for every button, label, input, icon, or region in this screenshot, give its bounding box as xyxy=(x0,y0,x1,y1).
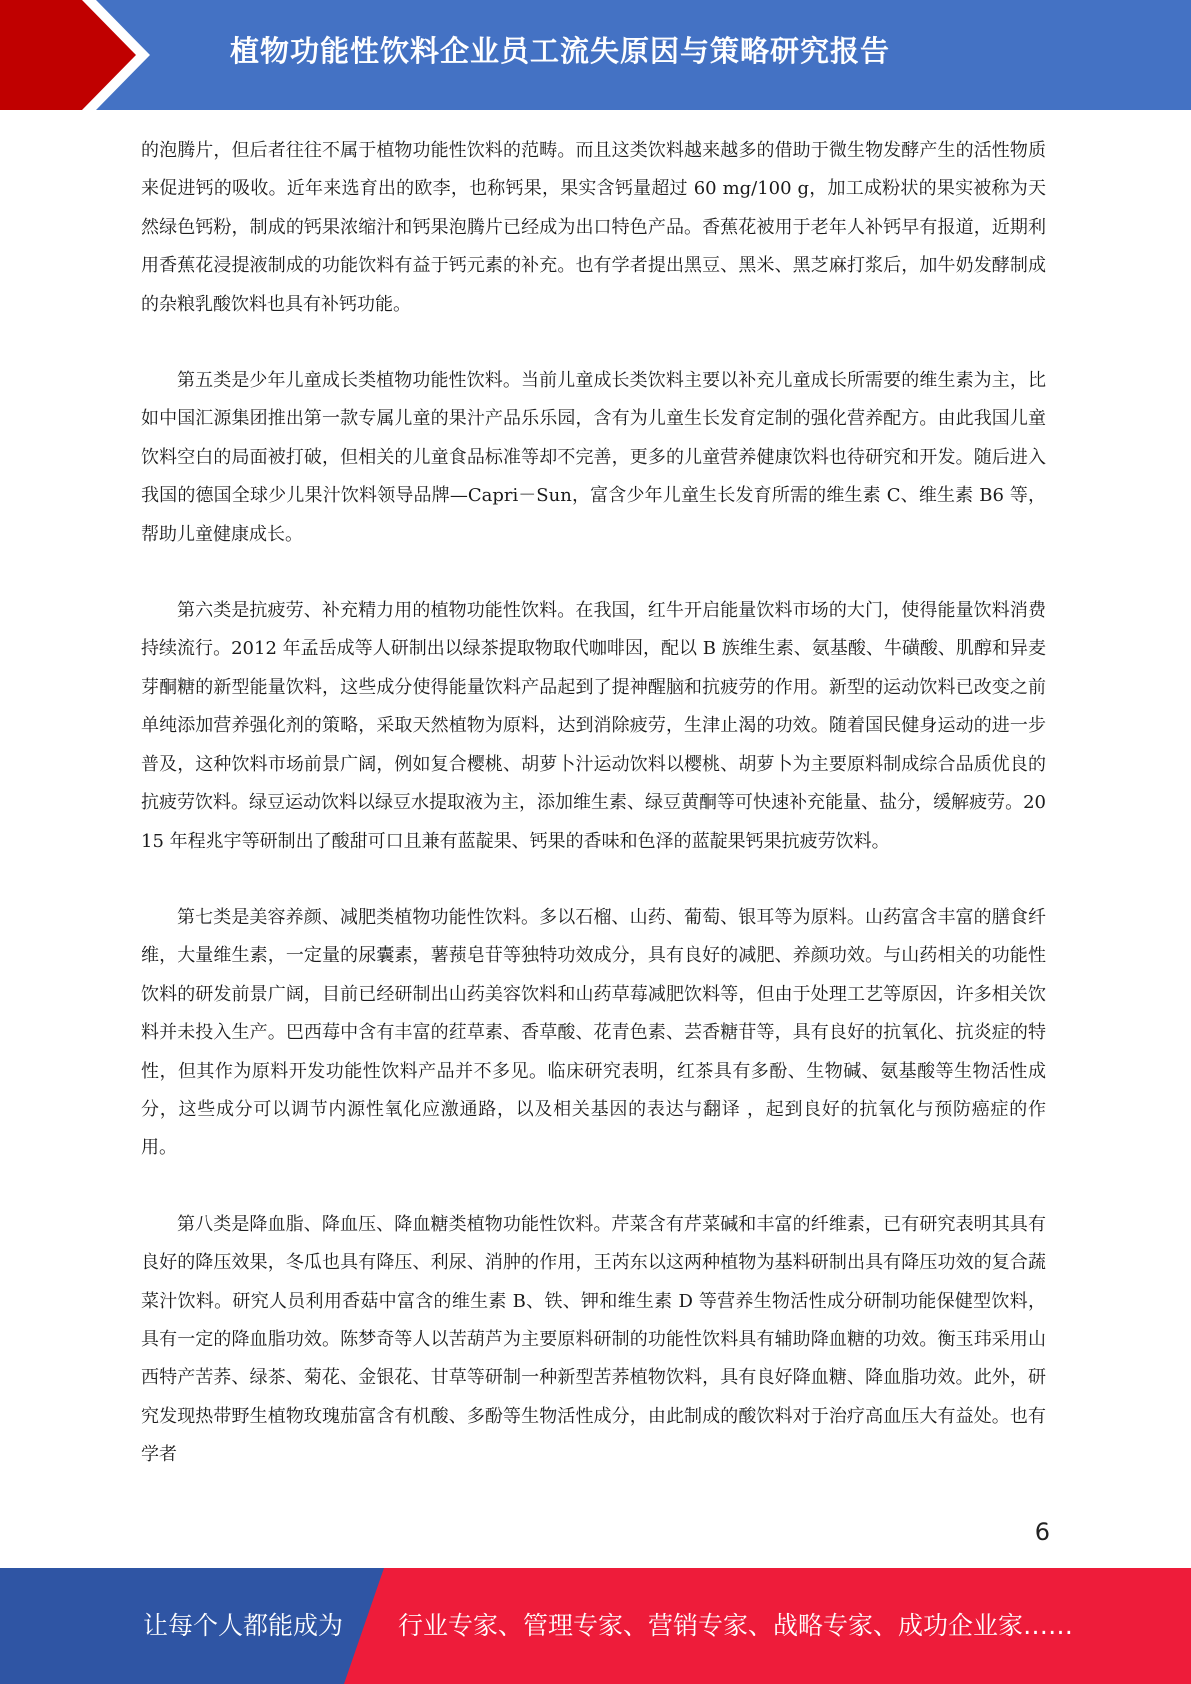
document-title: 植物功能性饮料企业员工流失原因与策略研究报告 xyxy=(230,34,891,68)
paragraph-category-7: 第七类是美容养颜、减肥类植物功能性饮料。多以石榴、山药、葡萄、银耳等为原料。山药富含丰富的膳食纤维，大量维生素，一定量的尿囊素，薯蓣皂苷等独特功效成分，具有良好的减肥、养颜功效。与山药相关的功能性饮料的研发前景广阔，目前已经研制出山药美容饮料和山药草莓减肥饮料等，但由于处理工艺等原因，许多相关饮料并未投入生产。巴西莓中含有丰富的荭草素、香草酸、花青色素、芸香糖苷等，具有良好的抗氧化、抗炎症的特性，但其作为原料开发功能性饮料产品并不多见。临床研究表明，红茶具有多酚、生物碱、氨基酸等生物活性成分，这些成分可以调节内源性氧化应激通路，以及相关基因的表达与翻译 ，起到良好的抗氧化与预防癌症的作用。 xyxy=(141,906,1046,1159)
document-body xyxy=(141,132,1046,1513)
paragraph-category-5: 第五类是少年儿童成长类植物功能性饮料。当前儿童成长类饮料主要以补充儿童成长所需要的维生素为主，比如中国汇源集团推出第一款专属儿童的果汁产品乐乐园，含有为儿童生长发育定制的强化营养配方。由此我国儿童饮料空白的局面被打破，但相关的儿童食品标准等却不完善，更多的儿童营养健康饮料也待研究和开发。随后进入我国的德国全球少儿果汁饮料领导品牌—Capri－Sun，富含少年儿童生长发育所需的维生素 C、维生素 B6 等，帮助儿童健康成长。 xyxy=(141,370,1046,545)
page-footer xyxy=(0,1568,1191,1684)
footer-slogan-right: 行业专家、管理专家、营销专家、战略专家、成功企业家…… xyxy=(398,1611,1074,1640)
paragraph-category-8: 第八类是降血脂、降血压、降血糖类植物功能性饮料。芹菜含有芹菜碱和丰富的纤维素，已有研究表明其具有良好的降压效果，冬瓜也具有降压、利尿、消肿的作用，王芮东以这两种植物为基料研制出具有降压功效的复合蔬菜汁饮料。研究人员利用香菇中富含的维生素 B、铁、钾和维生素 D 等营养生物活性成分研制功能保健型饮料，具有一定的降血脂功效。陈梦奇等人以苦葫芦为主要原料研制的功能性饮料具有辅助降血糖的功效。衡玉玮采用山西特产苦荞、绿茶、菊花、金银花、甘草等研制一种新型苦荞植物饮料，具有良好降血糖、降血脂功效。此外，研究发现热带野生植物玫瑰茄富含有机酸、多酚等生物活性成分，由此制成的酸饮料对于治疗高血压大有益处。也有学者 xyxy=(141,1213,1046,1466)
footer-slogan-left: 让每个人都能成为 xyxy=(143,1611,344,1640)
paragraph-continued: 的泡腾片，但后者往往不属于植物功能性饮料的范畴。而且这类饮料越来越多的借助于微生物发酵产生的活性物质来促进钙的吸收。近年来选育出的欧李，也称钙果，果实含钙量超过 60 mg/100 g，加工成粉状的果实被称为天然绿色钙粉，制成的钙果浓缩汁和钙果泡腾片已经成为出口特色产品。香蕉花被用于老年人补钙早有报道，近期利用香蕉花浸提液制成的功能饮料有益于钙元素的补充。也有学者提出黑豆、黑米、黑芝麻打浆后，加牛奶发酵制成的杂粮乳酸饮料也具有补钙功能。 xyxy=(141,140,1046,315)
page-number: 6 xyxy=(1034,1518,1050,1546)
page-header xyxy=(0,0,1191,110)
paragraph-category-6: 第六类是抗疲劳、补充精力用的植物功能性饮料。在我国，红牛开启能量饮料市场的大门，使得能量饮料消费持续流行。2012 年孟岳成等人研制出以绿茶提取物取代咖啡因，配以 B 族维生素、氨基酸、牛磺酸、肌醇和异麦芽酮糖的新型能量饮料，这些成分使得能量饮料产品起到了提神醒脑和抗疲劳的作用。新型的运动饮料已改变之前单纯添加营养强化剂的策略，采取天然植物为原料，达到消除疲劳，生津止渴的功效。随着国民健身运动的进一步普及，这种饮料市场前景广阔，例如复合樱桃、胡萝卜汁运动饮料以樱桃、胡萝卜为主要原料制成综合品质优良的抗疲劳饮料。绿豆运动饮料以绿豆水提取液为主，添加维生素、绿豆黄酮等可快速补充能量、盐分，缓解疲劳。2015 年程兆宇等研制出了酸甜可口且兼有蓝靛果、钙果的香味和色泽的蓝靛果钙果抗疲劳饮料。 xyxy=(141,600,1046,852)
